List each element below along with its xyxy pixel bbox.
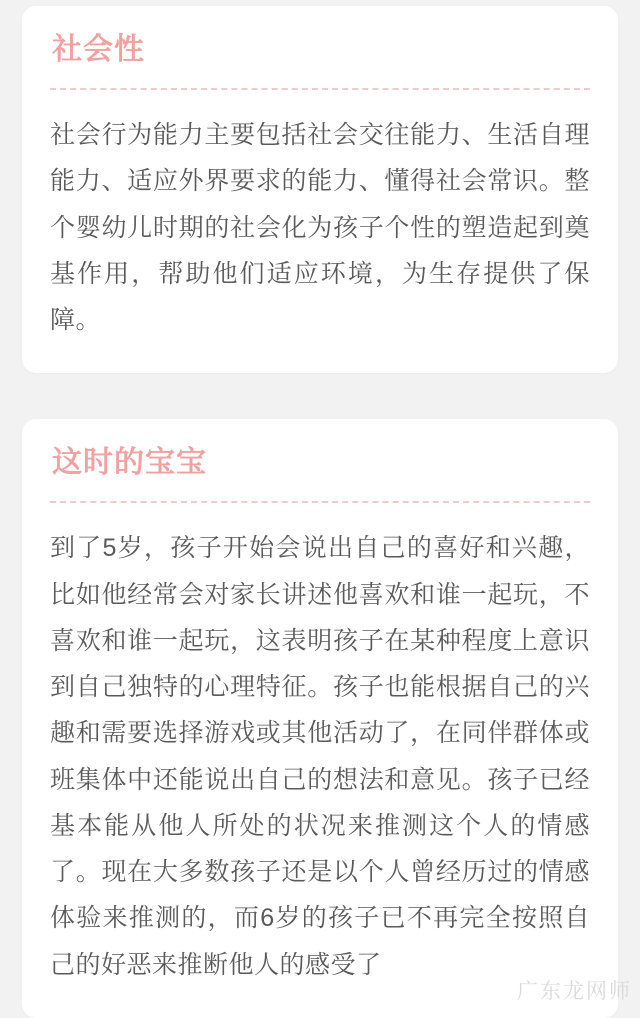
card-title: 社会性 (52, 33, 145, 66)
article-page (0, 6, 640, 1007)
dashed-divider (50, 88, 590, 90)
card-title: 这时的宝宝 (52, 446, 207, 480)
card-body-text: 到了5岁，孩子开始会说出自己的喜好和兴趣，比如他经常会对家长讲述他喜欢和谁一起玩，不喜欢和谁一起玩，这表明孩子在某种程度上意识到自己独特的心理特征。孩子也能根据自己的兴趣和需要选择游戏或其他活动了，在同伴群体或班集体中还能说出自己的想法和意见。孩子已经基本能从他人所处的状况来推测这个人的情感了。现在大多数孩子还是以个人曾经历过的情感体验来推测的，而6岁的孩子已不再完全按照自己的好恶来推断他人的感受了 (50, 534, 590, 979)
card-body-text: 社会行为能力主要包括社会交往能力、生活自理能力、适应外界要求的能力、懂得社会常识。整个婴幼儿时期的社会化为孩子个性的塑造起到奠基作用，帮助他们适应环境，为生存提供了保障。 (50, 121, 590, 334)
article-card-social (22, 6, 618, 373)
watermark-text: 广东龙网师 (517, 980, 632, 1003)
article-card-baby (22, 419, 618, 1018)
dashed-divider (50, 501, 590, 503)
